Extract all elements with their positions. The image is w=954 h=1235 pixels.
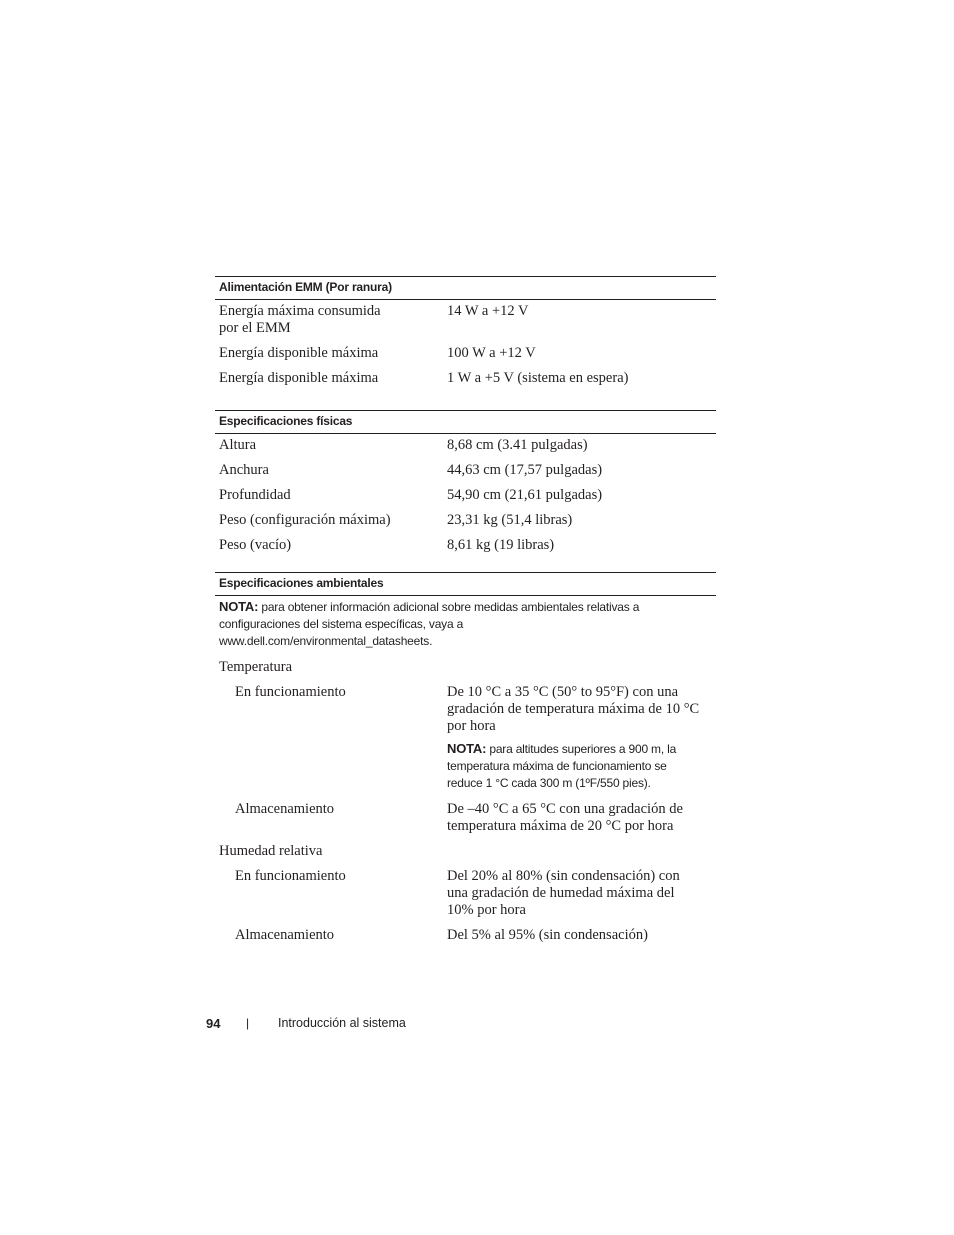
- footer-separator: |: [246, 1016, 250, 1030]
- row-value: 14 W a +12 V: [447, 303, 529, 319]
- row-value: una gradación de humedad máxima del: [447, 885, 675, 901]
- row-value: temperatura máxima de 20 °C por hora: [447, 818, 674, 834]
- row-label: Energía disponible máxima: [219, 345, 379, 361]
- row-value: gradación de temperatura máxima de 10 °C: [447, 701, 700, 717]
- row-label: Energía disponible máxima: [219, 370, 379, 386]
- note-label: NOTA:: [447, 741, 487, 756]
- note-line: [447, 740, 676, 759]
- row-value: De 10 °C a 35 °C (50° to 95°F) con una: [447, 684, 679, 700]
- row-label: En funcionamiento: [235, 684, 346, 700]
- page-number: 94: [206, 1016, 221, 1031]
- row-value: 8,61 kg (19 libras): [447, 537, 555, 553]
- section-heading-physical: [215, 410, 716, 434]
- row-label: Peso (vacío): [219, 537, 292, 553]
- note-line: [219, 633, 432, 651]
- row-label: Altura: [219, 437, 257, 453]
- row-label: Almacenamiento: [235, 927, 335, 943]
- row-label-temperature: Temperatura: [219, 659, 293, 675]
- row-value: por hora: [447, 718, 496, 734]
- note-line: reduce 1 °C cada 300 m (1ºF/550 pies).: [447, 776, 651, 790]
- row-label: En funcionamiento: [235, 868, 346, 884]
- section-title: Especificaciones ambientales: [219, 576, 384, 590]
- note-line: [219, 598, 639, 617]
- row-value: 54,90 cm (21,61 pulgadas): [447, 487, 603, 503]
- row-label: Almacenamiento: [235, 801, 335, 817]
- row-value: Del 20% al 80% (sin condensación) con: [447, 868, 680, 884]
- row-label: Peso (configuración máxima): [219, 512, 391, 528]
- row-value: 100 W a +12 V: [447, 345, 536, 361]
- note-label: NOTA:: [219, 599, 259, 614]
- row-value: Del 5% al 95% (sin condensación): [447, 927, 648, 943]
- note-text: para obtener información adicional sobre medidas ambientales relativas a: [261, 600, 640, 614]
- row-value: De –40 °C a 65 °C con una gradación de: [447, 801, 683, 817]
- section-title: Alimentación EMM (Por ranura): [219, 280, 392, 294]
- note-text: para altitudes superiores a 900 m, la: [489, 742, 677, 756]
- section-title: Especificaciones físicas: [219, 414, 353, 428]
- row-label: por el EMM: [219, 320, 291, 336]
- section-heading-emm-power: [215, 276, 716, 300]
- chapter-title: Introducción al sistema: [278, 1016, 406, 1030]
- row-label-humidity: Humedad relativa: [219, 843, 323, 859]
- row-value: 44,63 cm (17,57 pulgadas): [447, 462, 603, 478]
- note-period: .: [429, 634, 433, 648]
- row-value: 8,68 cm (3.41 pulgadas): [447, 437, 588, 453]
- row-label: Energía máxima consumida: [219, 303, 381, 319]
- row-value: 23,31 kg (51,4 libras): [447, 512, 573, 528]
- environmental-datasheets-link[interactable]: www.dell.com/environmental_datasheets: [219, 634, 430, 648]
- note-line: temperatura máxima de funcionamiento se: [447, 759, 667, 773]
- row-value: 10% por hora: [447, 902, 526, 918]
- row-label: Profundidad: [219, 487, 291, 503]
- note-line: configuraciones del sistema específicas, vaya a: [219, 617, 464, 631]
- row-value: 1 W a +5 V (sistema en espera): [447, 370, 629, 386]
- row-label: Anchura: [219, 462, 269, 478]
- section-heading-environmental: [215, 572, 716, 596]
